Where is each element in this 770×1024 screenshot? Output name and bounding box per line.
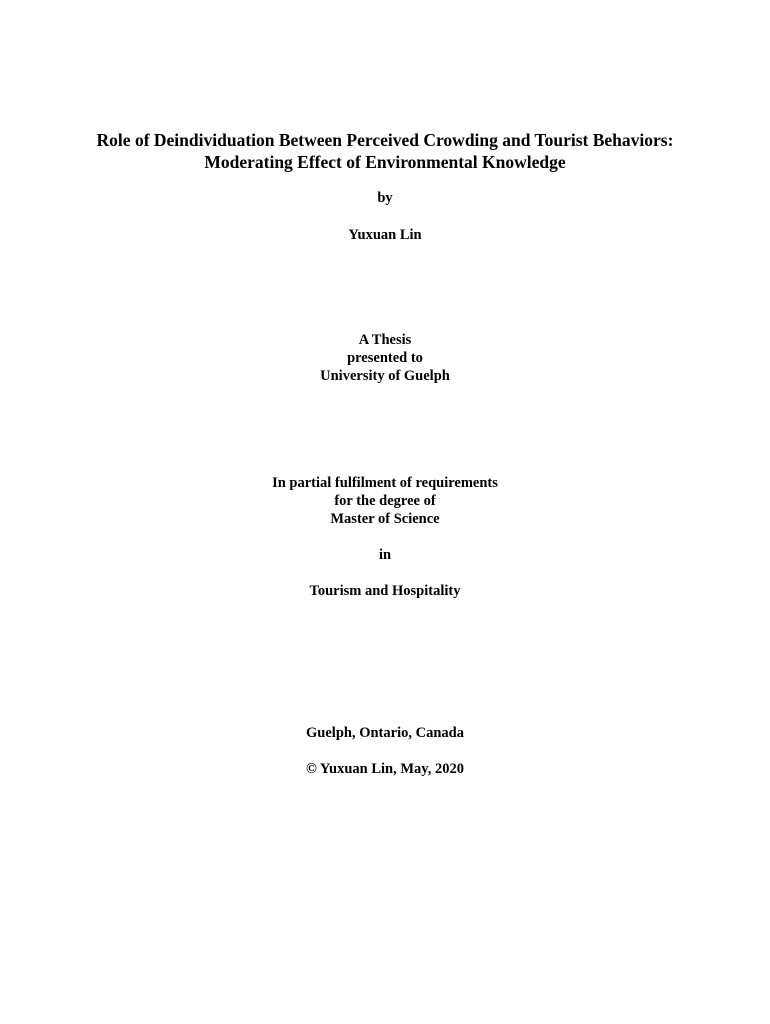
by-label: by (377, 190, 393, 206)
degree-name: Master of Science (330, 511, 440, 527)
thesis-title-line-1: Role of Deindividuation Between Perceived Crowding and Tourist Behaviors: (96, 130, 674, 150)
copyright-notice: © Yuxuan Lin, May, 2020 (305, 761, 465, 777)
location: Guelph, Ontario, Canada (306, 725, 464, 741)
author-name: Yuxuan Lin (348, 227, 422, 243)
presented-to-label: presented to (347, 350, 423, 366)
in-label: in (378, 547, 392, 563)
university-name: University of Guelph (320, 368, 450, 384)
program-name: Tourism and Hospitality (309, 583, 461, 599)
requirements-line-2: for the degree of (334, 493, 436, 509)
thesis-title-line-2: Moderating Effect of Environmental Knowledge (204, 152, 566, 172)
thesis-label: A Thesis (358, 332, 412, 348)
requirements-line-1: In partial fulfilment of requirements (272, 475, 498, 491)
